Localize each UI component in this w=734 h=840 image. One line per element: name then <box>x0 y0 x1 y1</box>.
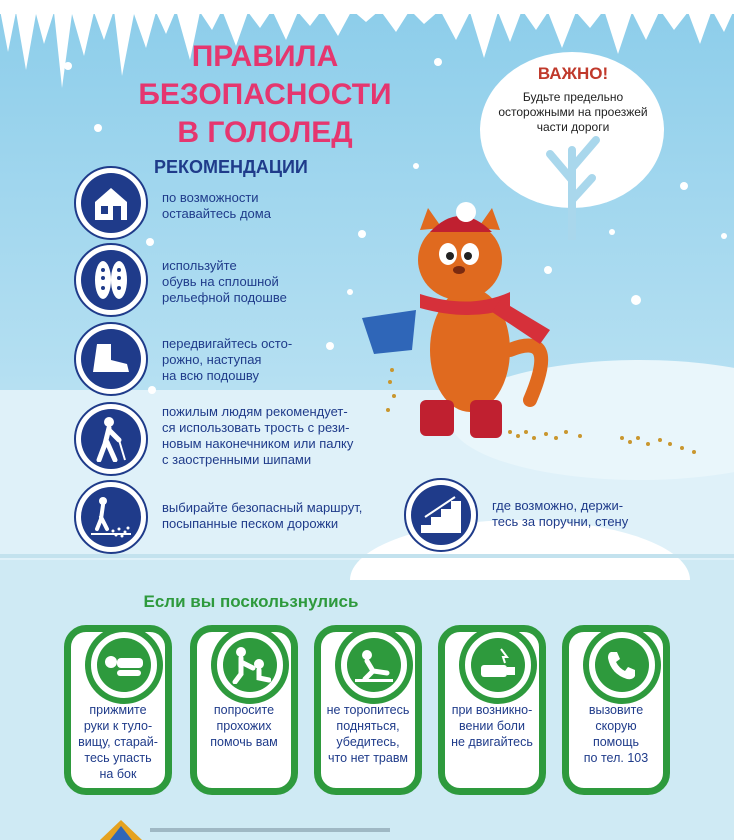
card-2-text <box>199 702 289 750</box>
injury-pain-icon <box>459 626 537 704</box>
card-line: прижмите <box>89 703 147 717</box>
cane-walker-icon <box>74 402 148 476</box>
card-line: скорую <box>595 719 637 733</box>
recommendation-5-text <box>162 500 402 532</box>
card-line: помощь <box>592 735 640 749</box>
rec-line: передвигайтесь осто- <box>162 336 293 351</box>
rec-line: тесь за поручни, стену <box>492 514 629 529</box>
poster-title <box>120 38 410 152</box>
card-5-text <box>571 702 661 766</box>
card-line: убедитесь, <box>336 735 400 749</box>
recommendation-3-text <box>162 336 372 384</box>
recommendation-2-text <box>162 258 372 306</box>
card-line: вении боли <box>459 719 525 733</box>
card-line: вызовите <box>588 703 644 717</box>
card-line: вищу, старай- <box>78 735 158 749</box>
rec-line: ся использовать трость с рези- <box>162 420 350 435</box>
handrail-icon <box>404 478 478 552</box>
rec-line: на всю подошву <box>162 368 259 383</box>
rec-line: используйте <box>162 258 237 273</box>
cat-mascot-illustration <box>360 200 720 470</box>
rec-line: рожно, наступая <box>162 352 262 367</box>
recommendations-heading: РЕКОМЕНДАЦИИ <box>154 157 308 177</box>
card-4-text <box>447 702 537 750</box>
slip-section-title: Если вы поскользнулись <box>143 592 359 611</box>
footer-bar <box>150 828 390 832</box>
phone-icon <box>583 626 661 704</box>
house-icon <box>74 166 148 240</box>
important-line: части дороги <box>536 120 610 134</box>
card-line: на бок <box>99 767 137 781</box>
important-line: Будьте предельно <box>522 90 624 104</box>
card-line: не двигайтесь <box>451 735 533 749</box>
kneeling-person-icon <box>335 626 413 704</box>
important-line: осторожными на проезжей <box>498 105 648 119</box>
sand-path-icon <box>74 480 148 554</box>
rec-line: выбирайте безопасный маршрут, <box>162 500 363 515</box>
boot-icon <box>74 322 148 396</box>
card-line: прохожих <box>216 719 272 733</box>
rec-line: по возможности <box>162 190 259 205</box>
card-line: по тел. 103 <box>583 751 649 765</box>
shoe-sole-icon <box>74 243 148 317</box>
card-3-text <box>323 702 413 766</box>
rec-line: пожилым людям рекомендует- <box>162 404 348 419</box>
card-line: тесь упасть <box>84 751 152 765</box>
emblem-logo <box>96 818 146 840</box>
rec-line: обувь на сплошной <box>162 274 279 289</box>
helper-person-icon <box>211 626 289 704</box>
card-kneeling-person <box>314 625 422 795</box>
title-line-2: БЕЗОПАСНОСТИ <box>138 78 392 111</box>
rec-line: оставайтесь дома <box>162 206 271 221</box>
rec-line: рельефной подошве <box>162 290 287 305</box>
title-line-3: В ГОЛОЛЕД <box>177 116 353 149</box>
card-phone <box>562 625 670 795</box>
recommendation-1-text <box>162 190 372 222</box>
title-line-1: ПРАВИЛА <box>191 40 339 73</box>
card-line: подняться, <box>336 719 400 733</box>
rec-line: новым наконечником или палку <box>162 436 354 451</box>
lying-person-icon <box>85 626 163 704</box>
important-title: ВАЖНО! <box>537 64 609 83</box>
important-text <box>478 90 668 135</box>
card-line: руки к туло- <box>83 719 153 733</box>
card-lying-person <box>64 625 172 795</box>
card-injury-pain <box>438 625 546 795</box>
rec-line: посыпанные песком дорожки <box>162 516 339 531</box>
card-1-text <box>73 702 163 782</box>
card-line: попросите <box>213 703 275 717</box>
recommendation-6-text <box>492 498 682 530</box>
rec-line: где возможно, держи- <box>492 498 624 513</box>
rec-line: с заостренными шипами <box>162 452 312 467</box>
card-line: не торопитесь <box>326 703 410 717</box>
card-line: при возникно- <box>451 703 533 717</box>
card-line: что нет травм <box>328 751 408 765</box>
card-line: помочь вам <box>210 735 278 749</box>
card-helper-person <box>190 625 298 795</box>
